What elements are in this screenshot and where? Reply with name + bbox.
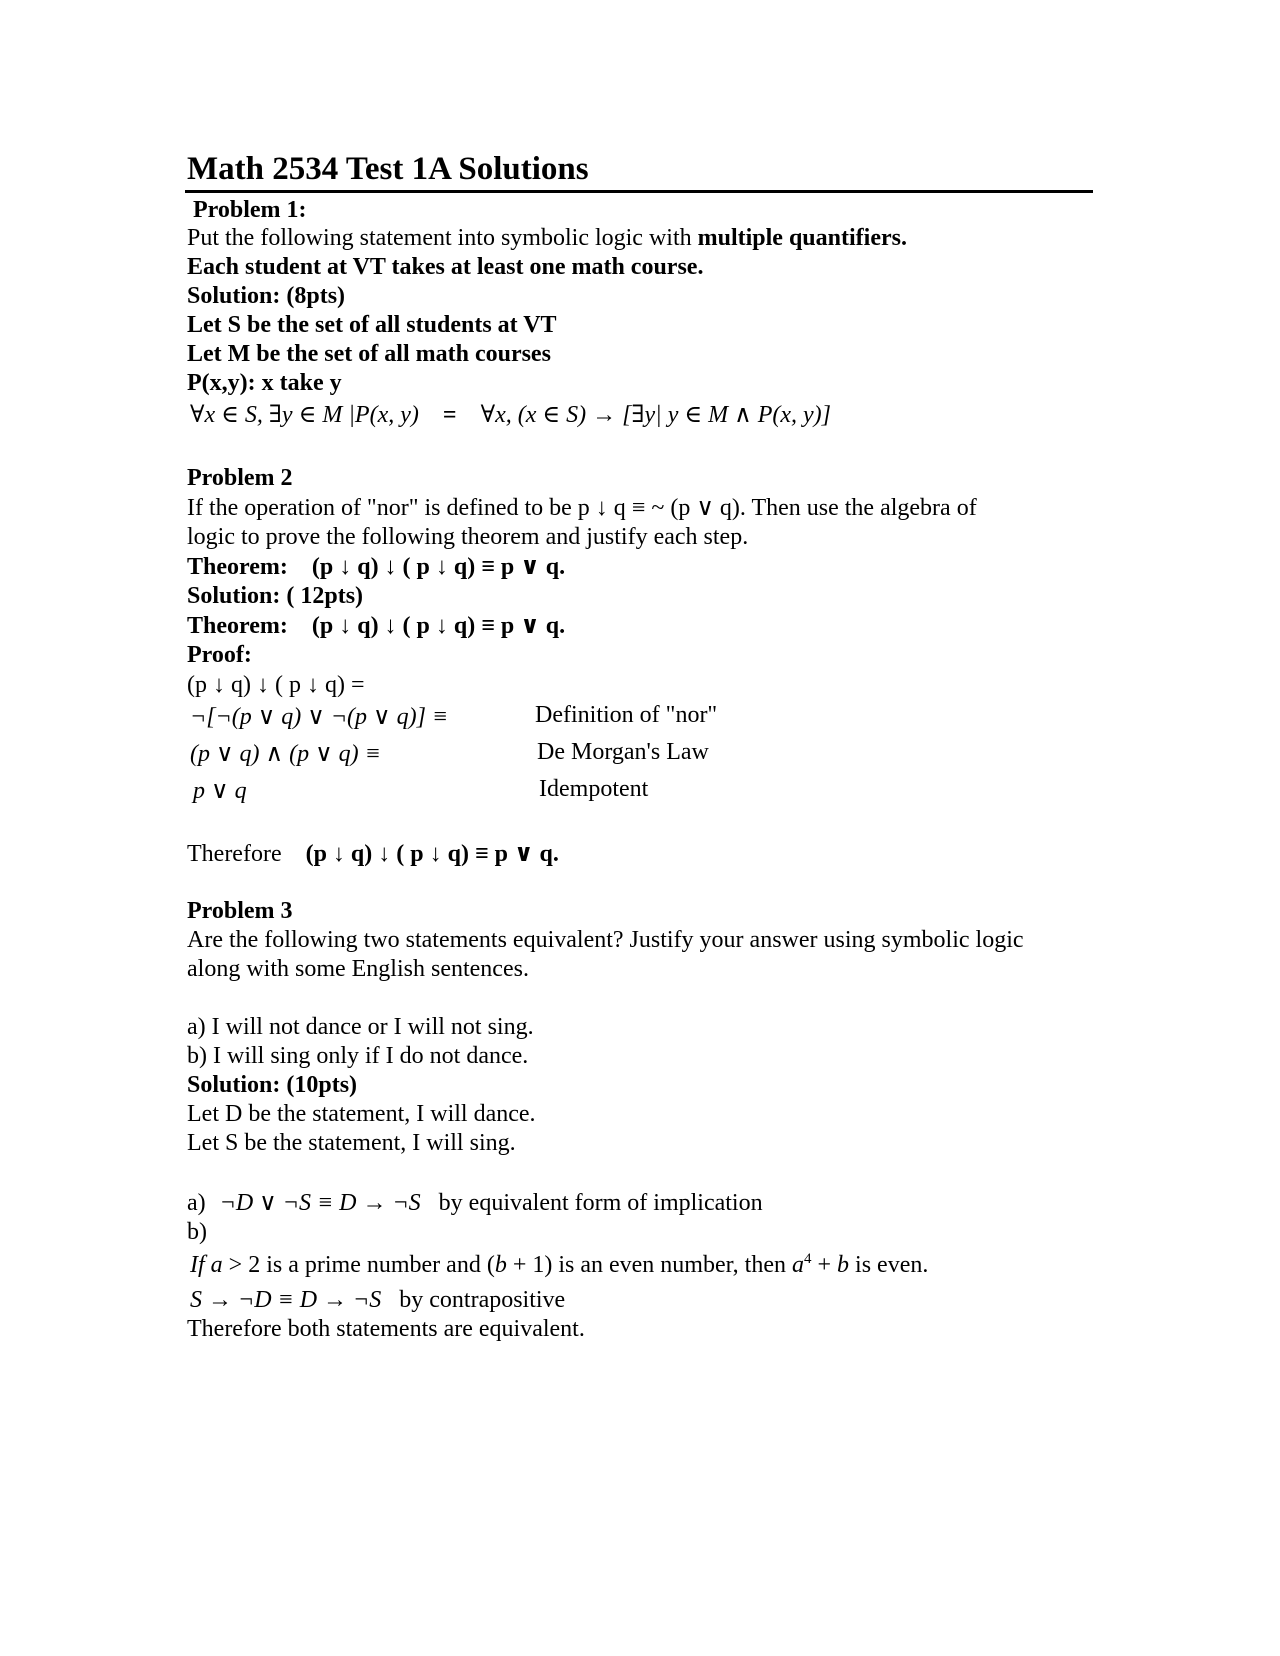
stray-text-3: is even. — [849, 1252, 929, 1278]
let-d: Let D be the statement, I will dance. — [187, 1101, 536, 1127]
proof-step-reason: Idempotent — [539, 776, 649, 802]
statement-b: b) I will sing only if I do not dance. — [187, 1043, 529, 1069]
therefore-word: Therefore — [187, 841, 282, 867]
problem-1-heading: Problem 1: — [193, 197, 307, 223]
stray-var-b: b — [837, 1252, 850, 1278]
formula-left: ∀x ∈ S, ∃y ∈ M |P(x, y) — [190, 402, 419, 428]
statement-a: a) I will not dance or I will not sing. — [187, 1014, 534, 1040]
solution-b-label: b) — [187, 1219, 207, 1245]
problem-2-line-1: If the operation of "nor" is defined to be p ↓ q ≡ ~ (p ∨ q). Then use the algebra of — [187, 495, 977, 521]
problem-1-formula — [190, 403, 831, 427]
problem-3-line-2: along with some English sentences. — [187, 956, 529, 982]
solution-a — [187, 1191, 763, 1215]
proof-step-expression: ¬[¬(p ∨ q) ∨ ¬(p ∨ q)] ≡ — [190, 704, 449, 730]
solution-a-reason: by equivalent form of implication — [438, 1190, 763, 1216]
stray-var-a: a — [210, 1252, 223, 1278]
therefore-expression: (p ↓ q) ↓ ( p ↓ q) ≡ p ∨ q. — [305, 841, 559, 867]
instruction-emphasis: multiple quantifiers. — [697, 225, 907, 251]
stray-var-a: a — [791, 1252, 804, 1278]
proof-label: Proof: — [187, 642, 252, 668]
problem-3-heading: Problem 3 — [187, 898, 293, 924]
stray-text-1: > 2 is a prime number and ( — [222, 1252, 495, 1278]
problem-2-solution-label: Solution: ( 12pts) — [187, 583, 364, 609]
proof-start: (p ↓ q) ↓ ( p ↓ q) = — [187, 672, 365, 698]
instruction-text: Put the following statement into symbolic logic with — [187, 225, 698, 251]
problem-3-line-1: Are the following two statements equivalent? Justify your answer using symbolic logic — [187, 927, 1024, 953]
theorem-expression: (p ↓ q) ↓ ( p ↓ q) ≡ p ∨ q. — [311, 613, 566, 639]
formula-right: ∀x, (x ∈ S) → [∃y| y ∈ M ∧ P(x, y)] — [480, 402, 831, 428]
conclusion: Therefore both statements are equivalent. — [187, 1316, 585, 1342]
stray-sentence — [190, 1253, 928, 1277]
problem-2-line-2: logic to prove the following theorem and justify each step. — [187, 524, 749, 550]
stray-plus: + — [811, 1252, 838, 1278]
problem-2-heading: Problem 2 — [187, 465, 293, 491]
problem-2-theorem — [187, 555, 565, 579]
theorem-expression: (p ↓ q) ↓ ( p ↓ q) ≡ p ∨ q. — [311, 554, 566, 580]
contrapositive-expression: S → ¬D ≡ D → ¬S — [190, 1287, 382, 1313]
stray-exponent: 4 — [803, 1251, 812, 1267]
problem-1-solution-label: Solution: (8pts) — [187, 283, 346, 309]
problem-1-let-m: Let M be the set of all math courses — [187, 341, 551, 367]
proof-conclusion — [187, 842, 559, 866]
theorem-label: Theorem: — [187, 613, 288, 639]
theorem-label: Theorem: — [187, 554, 288, 580]
stray-if: If — [190, 1252, 205, 1278]
let-s: Let S be the statement, I will sing. — [187, 1130, 516, 1156]
solution-a-expression: ¬D ∨ ¬S ≡ D → ¬S — [219, 1190, 421, 1216]
stray-text-2: + 1) is an even number, then — [506, 1252, 792, 1278]
proof-step-reason: Definition of "nor" — [535, 702, 718, 728]
problem-1-instruction — [187, 226, 907, 250]
title-rule — [185, 190, 1093, 193]
proof-step-expression: p ∨ q — [193, 778, 247, 804]
proof-step-reason: De Morgan's Law — [537, 739, 709, 765]
problem-2-theorem-restated — [187, 614, 565, 638]
contrapositive-line — [190, 1288, 565, 1312]
page-title: Math 2534 Test 1A Solutions — [187, 151, 589, 187]
problem-3-solution-label: Solution: (10pts) — [187, 1072, 358, 1098]
problem-1-let-s: Let S be the set of all students at VT — [187, 312, 557, 338]
solution-a-label: a) — [187, 1190, 206, 1216]
problem-1-predicate: P(x,y): x take y — [187, 370, 342, 396]
stray-var-b: b — [494, 1252, 507, 1278]
proof-step-expression: (p ∨ q) ∧ (p ∨ q) ≡ — [190, 741, 381, 767]
problem-1-statement: Each student at VT takes at least one math course. — [187, 254, 704, 280]
contrapositive-reason: by contrapositive — [399, 1287, 566, 1313]
formula-equals: = — [442, 402, 457, 428]
